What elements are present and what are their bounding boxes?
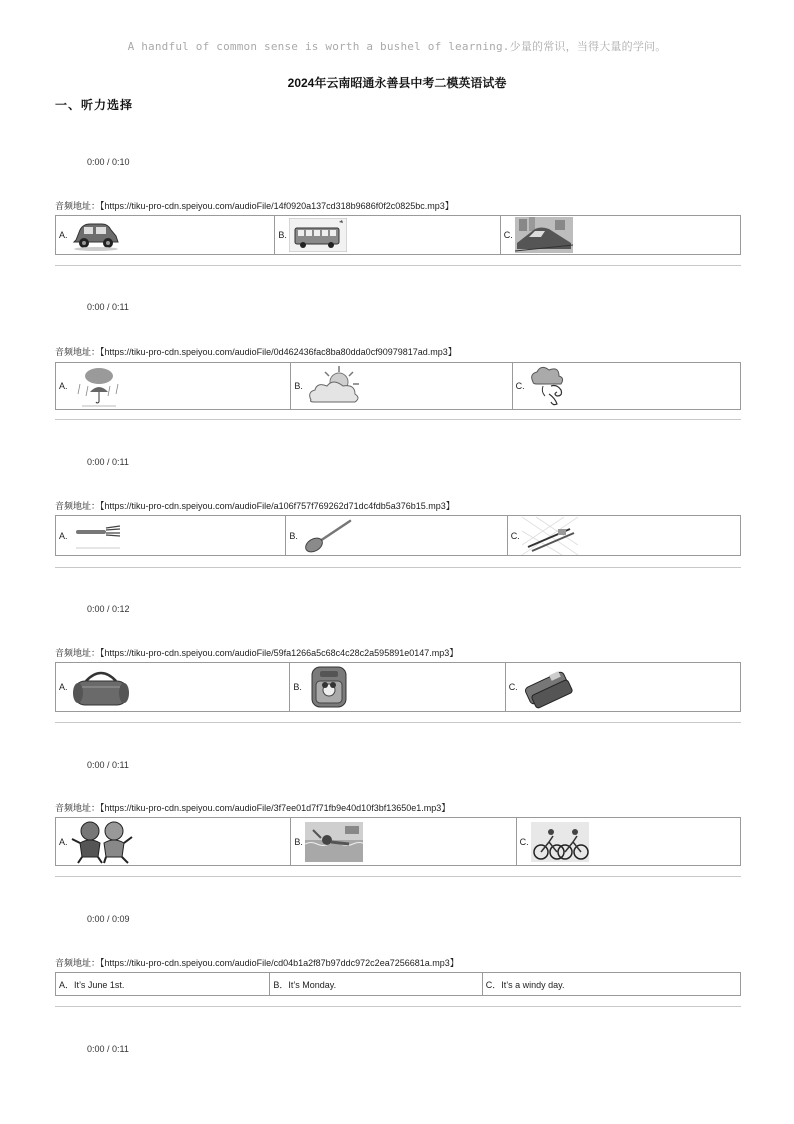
header-quote: A handful of common sense is worth a bushel of learning.少量的常识，当得大量的学问。 bbox=[127, 40, 667, 53]
separator bbox=[55, 419, 741, 420]
audio-player-time[interactable]: 0:00 / 0:10 bbox=[87, 157, 130, 167]
audio-url bbox=[55, 345, 457, 358]
audio-player-time[interactable]: 0:00 / 0:11 bbox=[87, 760, 129, 770]
option-c[interactable] bbox=[506, 663, 740, 711]
rain-umbrella-icon bbox=[70, 364, 128, 408]
audio-player-time[interactable]: 0:00 / 0:09 bbox=[87, 914, 130, 924]
separator bbox=[55, 722, 741, 723]
option-b[interactable] bbox=[291, 363, 512, 409]
option-b[interactable] bbox=[270, 973, 482, 995]
swimming-icon bbox=[305, 822, 363, 862]
option-a[interactable] bbox=[56, 216, 275, 254]
separator bbox=[55, 567, 741, 568]
options-row bbox=[55, 515, 741, 556]
car-icon bbox=[70, 218, 122, 252]
separator bbox=[55, 1006, 741, 1007]
option-b[interactable] bbox=[275, 216, 500, 254]
backpack-icon bbox=[304, 663, 354, 711]
audio-link[interactable]: 【https://tiku-pro-cdn.speiyou.com/audioFile/0d462436fac8ba80dda0cf90979817ad.mp3】 bbox=[100, 347, 457, 357]
audio-prefix: 音频地址： bbox=[55, 648, 101, 658]
option-c[interactable] bbox=[508, 516, 740, 555]
option-label: C. bbox=[515, 381, 525, 391]
audio-url bbox=[55, 646, 458, 659]
option-label: C. bbox=[508, 682, 518, 692]
audio-link[interactable]: 【https://tiku-pro-cdn.speiyou.com/audioFile/14f0920a137cd318b9686f0f2c0825bc.mp3】 bbox=[100, 201, 454, 211]
option-c[interactable] bbox=[517, 818, 740, 865]
train-icon bbox=[515, 217, 573, 253]
audio-url bbox=[55, 199, 454, 212]
option-a[interactable] bbox=[56, 663, 290, 711]
bus-icon bbox=[289, 218, 347, 252]
option-a[interactable] bbox=[56, 516, 286, 555]
option-label: A. bbox=[59, 530, 68, 541]
audio-player-time[interactable]: 0:00 / 0:11 bbox=[87, 1044, 129, 1054]
audio-prefix: 音频地址： bbox=[55, 958, 101, 968]
pencil-case-icon bbox=[520, 665, 578, 709]
wind-cloud-icon bbox=[527, 364, 571, 408]
option-a[interactable] bbox=[56, 818, 291, 865]
audio-prefix: 音频地址： bbox=[55, 347, 101, 357]
option-label: B. bbox=[294, 836, 303, 847]
option-label: A. bbox=[59, 836, 68, 847]
option-label: B. bbox=[294, 381, 303, 391]
option-c[interactable] bbox=[483, 973, 740, 995]
option-b[interactable] bbox=[290, 663, 505, 711]
duffel-bag-icon bbox=[70, 665, 132, 709]
option-label: B. bbox=[278, 230, 287, 240]
audio-prefix: 音频地址： bbox=[55, 201, 101, 211]
option-c[interactable] bbox=[501, 216, 740, 254]
option-label: B. bbox=[293, 682, 302, 692]
options-row bbox=[55, 662, 741, 712]
chopsticks-icon bbox=[522, 517, 578, 555]
option-label: A. bbox=[59, 230, 68, 240]
audio-link[interactable]: 【https://tiku-pro-cdn.speiyou.com/audioFile/cd04b1a2f87b97ddc972c2ea7256681a.mp3】 bbox=[100, 958, 459, 968]
option-text: B．It’s Monday. bbox=[273, 979, 337, 990]
options-row bbox=[55, 972, 741, 996]
option-label: C. bbox=[503, 230, 513, 240]
option-label: B. bbox=[289, 530, 298, 541]
options-row bbox=[55, 817, 741, 866]
options-row bbox=[55, 362, 741, 410]
cycling-icon bbox=[531, 822, 589, 862]
audio-url bbox=[55, 499, 455, 512]
audio-player-time[interactable]: 0:00 / 0:12 bbox=[87, 604, 130, 614]
audio-player-time[interactable]: 0:00 / 0:11 bbox=[87, 457, 129, 467]
option-text: C．It’s a windy day. bbox=[485, 979, 565, 990]
option-b[interactable] bbox=[286, 516, 507, 555]
separator bbox=[55, 265, 741, 266]
spoon-icon bbox=[300, 517, 356, 555]
options-row bbox=[55, 215, 741, 255]
kids-playing-icon bbox=[70, 819, 136, 865]
option-label: A. bbox=[59, 682, 68, 692]
fork-icon bbox=[70, 518, 126, 554]
audio-player-time[interactable]: 0:00 / 0:11 bbox=[87, 302, 129, 312]
separator bbox=[55, 876, 741, 877]
option-a[interactable] bbox=[56, 363, 291, 409]
option-a[interactable] bbox=[56, 973, 270, 995]
option-label: A. bbox=[59, 381, 68, 391]
page-title: 2024年云南昭通永善县中考二模英语试卷 bbox=[287, 76, 507, 90]
audio-url bbox=[55, 801, 450, 814]
option-text: A．It’s June 1st. bbox=[59, 979, 125, 990]
option-label: C. bbox=[519, 836, 529, 847]
sun-cloud-icon bbox=[305, 364, 365, 408]
section-title: 一、听力选择 bbox=[55, 98, 134, 112]
option-b[interactable] bbox=[291, 818, 516, 865]
audio-prefix: 音频地址： bbox=[55, 803, 101, 813]
audio-link[interactable]: 【https://tiku-pro-cdn.speiyou.com/audioFile/a106f757f769262d71dc4fdb5a376b15.mp3】 bbox=[100, 501, 455, 511]
audio-url bbox=[55, 956, 459, 969]
audio-prefix: 音频地址： bbox=[55, 501, 101, 511]
option-label: C. bbox=[510, 530, 520, 541]
audio-link[interactable]: 【https://tiku-pro-cdn.speiyou.com/audioFile/3f7ee01d7f71fb9e40d10f3bf13650e1.mp3】 bbox=[100, 803, 451, 813]
option-c[interactable] bbox=[513, 363, 740, 409]
audio-link[interactable]: 【https://tiku-pro-cdn.speiyou.com/audioFile/59fa1266a5c68c4c28c2a595891e0147.mp3】 bbox=[100, 648, 459, 658]
